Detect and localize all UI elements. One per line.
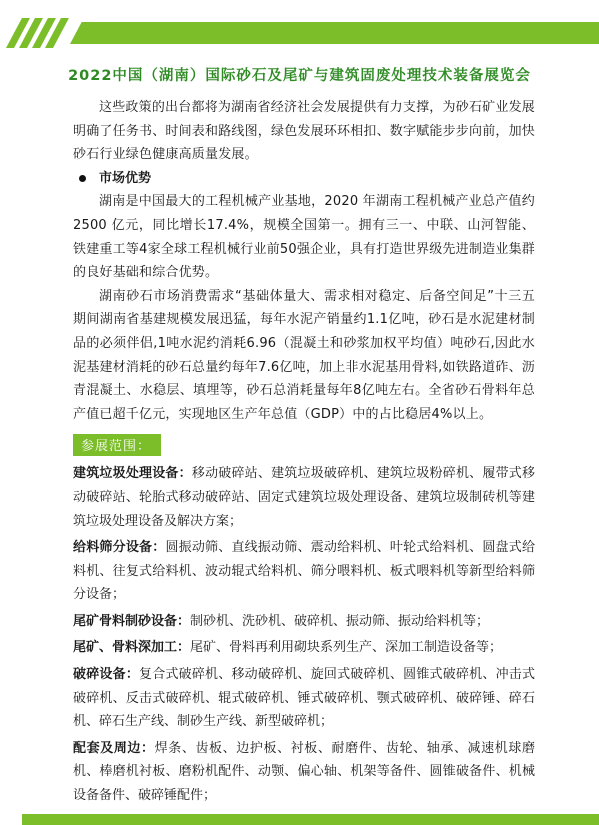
intro-paragraph: 这些政策的出台都将为湖南省经济社会发展提供有力支撑，为砂石矿业发展明确了任务书、时间表和路线图，绿色发展环环相扣、数字赋能步步向前，加快砂石行业绿色健康高质量发展。 <box>73 100 536 163</box>
scope-item <box>73 636 535 660</box>
scope-item-name: 尾矿、骨料深加工： <box>73 640 191 656</box>
scope-item-text: 圆振动筛、直线振动筛、震动给料机、叶轮式给料机、圆盘式给料机、往复式给料机、波动辊式给料机、筛分喂料机、板式喂料机等新型给料筛分设备； <box>73 540 535 603</box>
market-paragraph-2: 湖南砂石市场消费需求“基础体量大、需求相对稳定、后备空间足”十三五期间湖南省基建规模发展迅猛，每年水泥产销量约1.1亿吨，砂石是水泥建材制品的必须伴侣,1吨水泥约消耗6.96（混凝土和砂浆加权平均值）吨砂石,因此水泥基建材消耗的砂石总量约每年7.6亿吨，加上非水泥基用骨料,如铁路道砟、沥青混凝土、水稳层、填埋等，砂石总消耗量每年8亿吨左右。全省砂石骨料年总产值已超千亿元，实现地区生产年总值（GDP）中的占比稳居4%以上。 <box>73 288 535 422</box>
header-decoration <box>0 18 599 48</box>
scope-item-text: 复合式破碎机、移动破碎机、旋回式破碎机、圆锥式破碎机、冲击式破碎机、反击式破碎机、辊式破碎机、锤式破碎机、颚式破碎机、破碎锤、碎石机、碎石生产线、制砂生产线、新型破碎机； <box>73 667 535 730</box>
scope-item-text: 制砂机、洗砂机、破碎机、振动筛、振动给料机等； <box>190 613 490 629</box>
market-heading: 市场优势 <box>73 167 535 191</box>
header-band <box>70 22 599 44</box>
scope-item <box>73 663 535 734</box>
market-paragraph-1: 湖南是中国最大的工程机械产业基地，2020 年湖南工程机械产业总产值约2500 亿元，同比增长17.4%，规模全国第一。拥有三一、中联、山河智能、铁建重工等4家全球工程机械行业前50强企业，具有打造世界级先进制造业集群的良好基础和综合优势。 <box>73 194 535 281</box>
scope-item <box>73 462 535 533</box>
scope-item <box>73 737 535 808</box>
scope-item-text: 焊条、齿板、边护板、衬板、耐磨件、齿轮、轴承、减速机球磨机、棒磨机衬板、磨粉机配件、动颚、偏心轴、机架等备件、圆锥破备件、机械设备备件、破碎锤配件； <box>73 740 535 804</box>
page-title: 2022中国（湖南）国际砂石及尾矿与建筑固废处理技术装备展览会 <box>68 68 531 84</box>
scope-item-text: 尾矿、骨料再利用砌块系列生产、深加工制造设备等； <box>190 640 503 656</box>
scope-item-text: 移动破碎站、建筑垃圾破碎机、建筑垃圾粉碎机、履带式移动破碎站、轮胎式移动破碎站、固定式建筑垃圾处理设备、建筑垃圾制砖机等建筑垃圾处理设备及解决方案； <box>73 466 535 529</box>
scope-item-name: 尾矿骨料制砂设备： <box>73 613 191 629</box>
scope-item-name: 配套及周边： <box>73 740 155 756</box>
footer-band <box>22 814 599 825</box>
scope-item <box>73 610 535 634</box>
scope-item-name: 给料筛分设备： <box>73 540 166 556</box>
scope-item <box>73 536 535 607</box>
scope-item-name: 破碎设备： <box>73 667 140 683</box>
scope-item-name: 建筑垃圾处理设备： <box>73 466 192 482</box>
main-content <box>73 96 535 811</box>
scope-tag: 参展范围： <box>73 434 161 456</box>
